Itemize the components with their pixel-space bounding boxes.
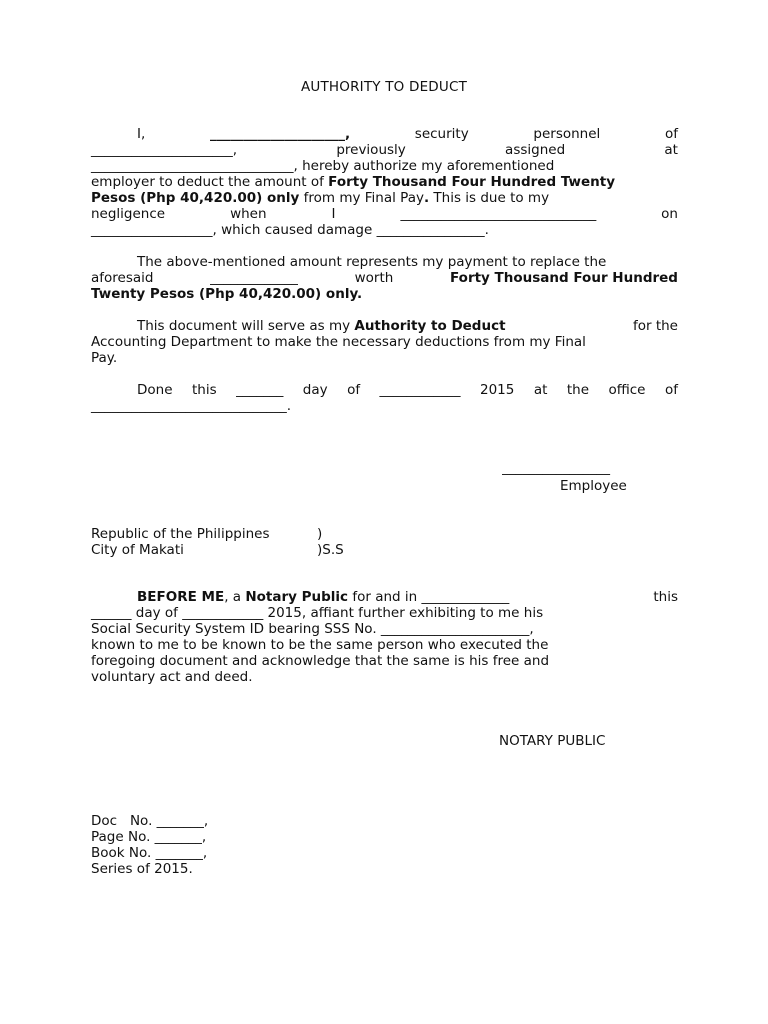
- paragraph-notarial: [91, 589, 678, 685]
- office-blank: _____________________________.: [91, 398, 292, 414]
- p3-line-2: Accounting Department to make the necessary deductions from my Final: [91, 334, 586, 350]
- book-no: Book No. _______,: [91, 845, 208, 861]
- p3-line-1: [91, 318, 678, 334]
- p3-line-3: Pay.: [91, 350, 118, 366]
- p1-line-5: [91, 190, 678, 206]
- agency-blank: _____________________,: [91, 142, 238, 158]
- p3-text: for the: [628, 318, 678, 334]
- authority-label: Authority to Deduct: [354, 318, 506, 334]
- p5-line-5: foregoing document and acknowledge that the same is his free and: [91, 653, 550, 669]
- paragraph-authorization: [91, 126, 678, 238]
- venue-block: [91, 526, 391, 558]
- p4-word: Done: [137, 382, 173, 398]
- p5-text: this: [653, 589, 678, 605]
- p4-word: of: [347, 382, 361, 398]
- p1-text: from my Final Pay: [299, 190, 424, 206]
- p1-word: security: [414, 126, 469, 142]
- p1-text: This is due to my: [429, 190, 550, 206]
- p1-line-6: [91, 206, 678, 222]
- p1-text: employer to deduct the amount of: [91, 174, 329, 190]
- p5-line-1: [91, 589, 678, 605]
- p5-line-3: Social Security System ID bearing SSS No. ______________________,: [91, 621, 534, 637]
- p1-word: assigned: [505, 142, 566, 158]
- p1-period: .: [423, 190, 430, 206]
- venue-row: [91, 542, 391, 558]
- p1-word: when: [230, 206, 267, 222]
- amount-full: Twenty Pesos (Php 40,420.00) only.: [91, 286, 363, 302]
- venue-paren: ): [317, 526, 323, 542]
- venue-row: [91, 526, 391, 542]
- before-me: BEFORE ME: [137, 589, 225, 605]
- venue-ss: )S.S: [317, 542, 344, 558]
- p5-line-4: known to me to be known to be the same person who executed the: [91, 637, 549, 653]
- p1-word: I: [331, 206, 336, 222]
- p3-text: This document will serve as my: [137, 318, 355, 334]
- p1-line-7: __________________, which caused damage ________________.: [91, 222, 489, 238]
- venue-city: City of Makati: [91, 542, 184, 558]
- p2-word: aforesaid: [91, 270, 154, 286]
- notary-public-label: NOTARY PUBLIC: [499, 733, 606, 749]
- series: Series of 2015.: [91, 861, 193, 877]
- p4-word: of: [664, 382, 678, 398]
- p5-text: , a: [224, 589, 246, 605]
- p1-line-1: [91, 126, 678, 142]
- venue-country: Republic of the Philippines: [91, 526, 270, 542]
- p1-word: of: [664, 126, 678, 142]
- paragraph-done: [91, 382, 678, 414]
- document-title: AUTHORITY TO DEDUCT: [300, 79, 468, 95]
- p1-word: at: [664, 142, 678, 158]
- employee-signature-line: ________________: [502, 460, 610, 476]
- p1-line-4: [91, 174, 678, 190]
- p5-line-2: ______ day of ____________ 2015, affiant further exhibiting to me his: [91, 605, 544, 621]
- p1-word: previously: [336, 142, 406, 158]
- p1-word: negligence: [91, 206, 166, 222]
- page-no: Page No. _______,: [91, 829, 207, 845]
- p2-line-1: The above-mentioned amount represents my payment to replace the: [137, 254, 607, 270]
- p4-word: 2015: [480, 382, 515, 398]
- employee-label: Employee: [560, 478, 627, 494]
- amount-figure: Pesos (Php 40,420.00) only: [91, 190, 300, 206]
- p4-line-1: [91, 382, 678, 398]
- amount-words: Forty Thousand Four Hundred Twenty: [328, 174, 616, 190]
- p4-word: the: [566, 382, 589, 398]
- p2-word: worth: [354, 270, 394, 286]
- p1-line-2: [91, 142, 678, 158]
- p1-line-3: ______________________________, hereby authorize my aforementioned: [91, 158, 555, 174]
- incident-blank: _____________________________: [400, 206, 597, 222]
- p1-word: I,: [137, 126, 146, 142]
- paragraph-payment: [91, 254, 678, 302]
- month-blank: ____________: [379, 382, 461, 398]
- notary-public-inline: Notary Public: [245, 589, 349, 605]
- p4-word: at: [533, 382, 548, 398]
- amount-words: Forty Thousand Four Hundred: [450, 270, 678, 286]
- document-numbers: [91, 813, 208, 877]
- p1-word: on: [661, 206, 678, 222]
- paragraph-purpose: [91, 318, 678, 366]
- p1-word: personnel: [533, 126, 601, 142]
- p4-word: office: [608, 382, 646, 398]
- p5-text: for and in: [348, 589, 422, 605]
- p5-line-6: voluntary act and deed.: [91, 669, 253, 685]
- day-blank: _______: [236, 382, 284, 398]
- name-blank: ____________________,: [209, 126, 351, 142]
- p2-line-3: [91, 286, 678, 302]
- doc-no: Doc No. _______,: [91, 813, 209, 829]
- p4-word: day: [302, 382, 328, 398]
- item-blank: _____________: [210, 270, 298, 286]
- p4-word: this: [191, 382, 217, 398]
- place-blank: _____________: [421, 589, 510, 605]
- p2-line-2: [91, 270, 678, 286]
